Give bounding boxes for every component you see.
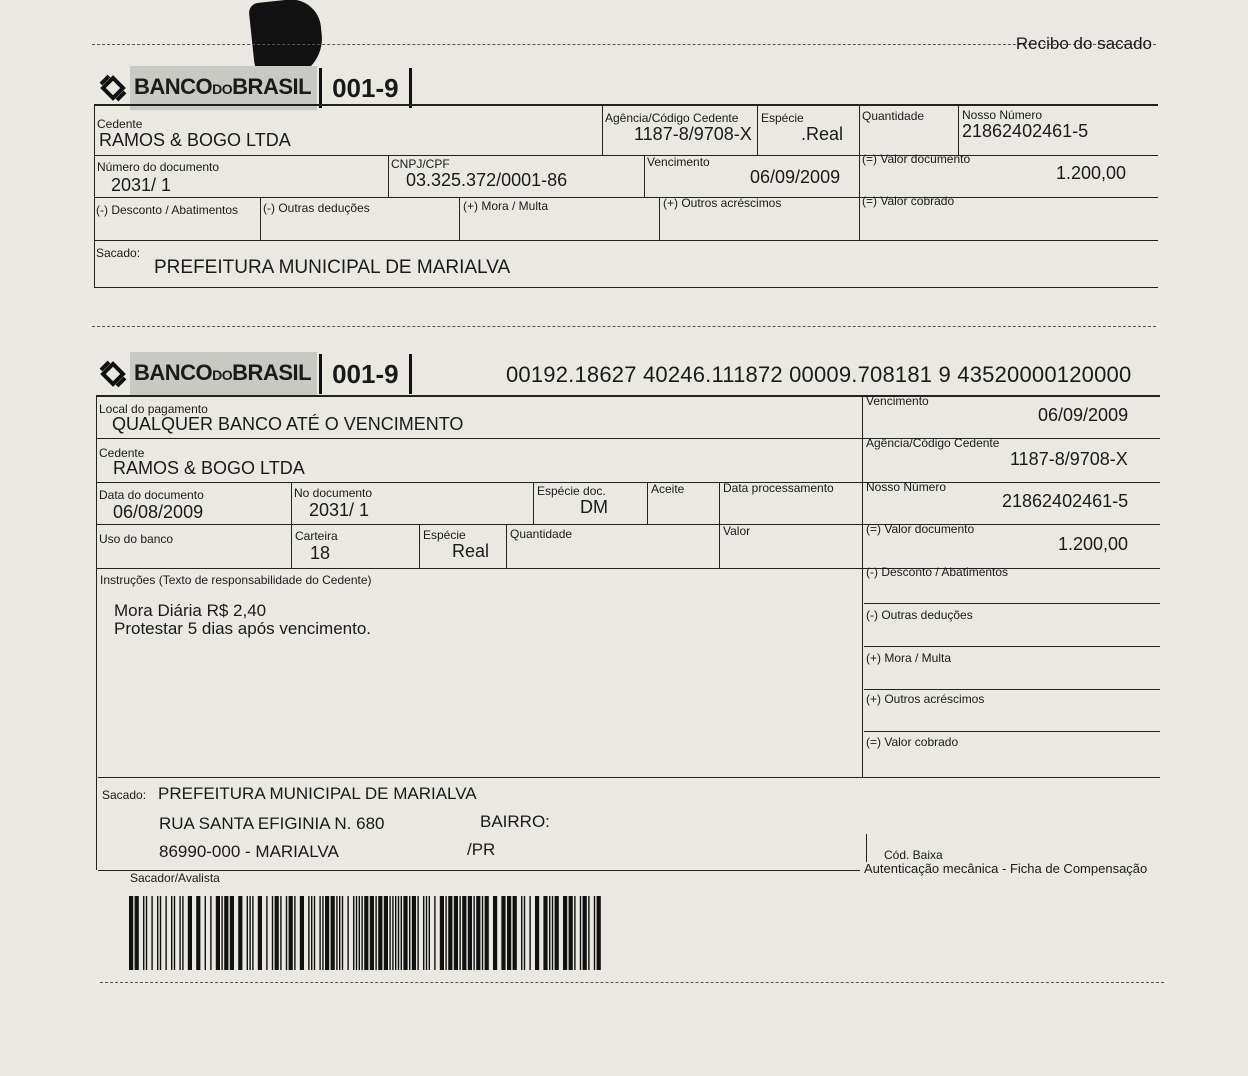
- receipt-vencimento-label: Vencimento: [647, 155, 710, 169]
- slip-nosso-numero-label: Nosso Número: [866, 480, 947, 494]
- slip-carteira-label: Carteira: [295, 529, 338, 543]
- slip-sacado-name: PREFEITURA MUNICIPAL DE MARIALVA: [158, 784, 477, 803]
- slip-cedente-label: Cedente: [99, 446, 145, 460]
- slip-cedente-value: RAMOS & BOGO LTDA: [113, 458, 305, 478]
- digitable-line: 00192.18627 40246.111872 00009.708181 9 43520000120000: [506, 362, 1132, 387]
- slip-sacado-uf: /PR: [467, 840, 496, 859]
- receipt-cedente-value: RAMOS & BOGO LTDA: [99, 130, 291, 150]
- slip-especie-doc-value: DM: [580, 497, 608, 517]
- slip-data-processamento-label: Data processamento: [723, 481, 834, 495]
- slip-valor-documento-label: (=) Valor documento: [866, 522, 975, 536]
- slip-bank-code: 001-9: [319, 354, 412, 394]
- slip-local-pagamento-value: QUALQUER BANCO ATÉ O VENCIMENTO: [112, 414, 464, 434]
- receipt-cedente-label: Cedente: [97, 117, 143, 131]
- slip-sacado-address: RUA SANTA EFIGINIA N. 680: [159, 814, 385, 833]
- slip-vencimento-label: Vencimento: [866, 394, 929, 408]
- slip-valor-documento-value: 1.200,00: [1058, 534, 1129, 554]
- receipt-numero-documento-value: 2031/ 1: [111, 175, 172, 195]
- slip-desconto-label: (-) Desconto / Abatimentos: [866, 565, 1009, 579]
- slip-local-pagamento-label: Local do pagamento: [99, 402, 208, 416]
- slip-data-documento-value: 06/08/2009: [113, 502, 204, 522]
- slip-bank-logo: [96, 352, 412, 396]
- slip-especie-value: Real: [452, 541, 490, 561]
- receipt-agencia-label: Agência/Código Cedente: [605, 111, 739, 125]
- receipt-outras-deducoes-label: (-) Outras deduções: [263, 201, 370, 215]
- receipt-desconto-label: (-) Desconto / Abatimentos: [96, 203, 239, 217]
- receipt-numero-documento-label: Número do documento: [97, 160, 220, 174]
- bank-name: BANCODOBRASIL: [130, 66, 317, 110]
- receipt-nosso-numero-label: Nosso Número: [962, 108, 1043, 122]
- slip-nosso-numero-value: 21862402461-5: [1002, 491, 1129, 511]
- slip-data-documento-label: Data do documento: [99, 488, 204, 502]
- slip-aceite-label: Aceite: [651, 482, 685, 496]
- slip-sacado-bairro-label: BAIRRO:: [480, 812, 550, 831]
- slip-bank-name: BANCODOBRASIL: [130, 352, 317, 396]
- slip-outros-acrescimos-label: (+) Outros acréscimos: [866, 692, 985, 706]
- receipt-sacado-label: Sacado:: [96, 246, 141, 260]
- receipt-valor-documento-label: (=) Valor documento: [862, 152, 971, 166]
- slip-uso-banco-label: Uso do banco: [99, 532, 174, 546]
- receipt-especie-value: .Real: [801, 124, 844, 144]
- receipt-nosso-numero-value: 21862402461-5: [962, 121, 1089, 141]
- cut-line-middle: [92, 326, 1156, 327]
- receipt-valor-documento-value: 1.200,00: [1056, 163, 1127, 183]
- receipt-outros-acrescimos-label: (+) Outros acréscimos: [663, 196, 782, 210]
- slip-valor-label: Valor: [723, 524, 751, 538]
- slip-carteira-value: 18: [310, 543, 331, 563]
- cut-line-bottom: [100, 982, 1164, 983]
- receipt-title: Recibo do sacado: [1015, 34, 1152, 53]
- slip-agencia-value: 1187-8/9708-X: [1010, 449, 1128, 469]
- receipt-cnpj-label: CNPJ/CPF: [391, 157, 450, 171]
- slip-vencimento-value: 06/09/2009: [1038, 405, 1129, 425]
- slip-especie-label: Espécie: [423, 528, 466, 542]
- cod-baixa-label: Cód. Baixa: [884, 848, 943, 862]
- receipt-sacado-value: PREFEITURA MUNICIPAL DE MARIALVA: [154, 257, 511, 278]
- slip-banco-do-brasil-logo-icon: [96, 357, 130, 391]
- sacador-avalista-label: Sacador/Avalista: [130, 871, 220, 885]
- slip-mora-label: (+) Mora / Multa: [866, 651, 952, 665]
- slip-instrucoes-line2: Protestar 5 dias após vencimento.: [114, 619, 372, 638]
- cut-line-top: [92, 44, 1156, 45]
- slip-instrucoes-label: Instruções (Texto de responsabilidade do Cedente): [100, 573, 372, 587]
- barcode: [127, 896, 603, 970]
- slip-quantidade-label: Quantidade: [510, 527, 573, 541]
- autenticacao-label: Autenticação mecânica - Ficha de Compensação: [864, 861, 1148, 876]
- receipt-quantidade-label: Quantidade: [862, 109, 925, 123]
- bank-code: 001-9: [319, 68, 412, 108]
- slip-no-documento-value: 2031/ 1: [309, 500, 370, 520]
- banco-do-brasil-logo-icon: [96, 71, 130, 105]
- receipt-valor-cobrado-label: (=) Valor cobrado: [862, 194, 955, 208]
- receipt-mora-label: (+) Mora / Multa: [463, 199, 549, 213]
- slip-especie-doc-label: Espécie doc.: [537, 484, 606, 498]
- receipt-agencia-value: 1187-8/9708-X: [634, 124, 752, 144]
- slip-instrucoes-line1: Mora Diária R$ 2,40: [114, 601, 267, 620]
- slip-sacado-cep-city: 86990-000 - MARIALVA: [159, 842, 339, 861]
- receipt-vencimento-value: 06/09/2009: [750, 167, 841, 187]
- slip-sacado-label: Sacado:: [102, 788, 147, 802]
- slip-agencia-label: Agência/Código Cedente: [866, 436, 1000, 450]
- slip-no-documento-label: No documento: [294, 486, 373, 500]
- slip-valor-cobrado-label: (=) Valor cobrado: [866, 735, 959, 749]
- receipt-especie-label: Espécie: [761, 111, 804, 125]
- receipt-cnpj-value: 03.325.372/0001-86: [406, 170, 568, 190]
- slip-outras-deducoes-label: (-) Outras deduções: [866, 608, 973, 622]
